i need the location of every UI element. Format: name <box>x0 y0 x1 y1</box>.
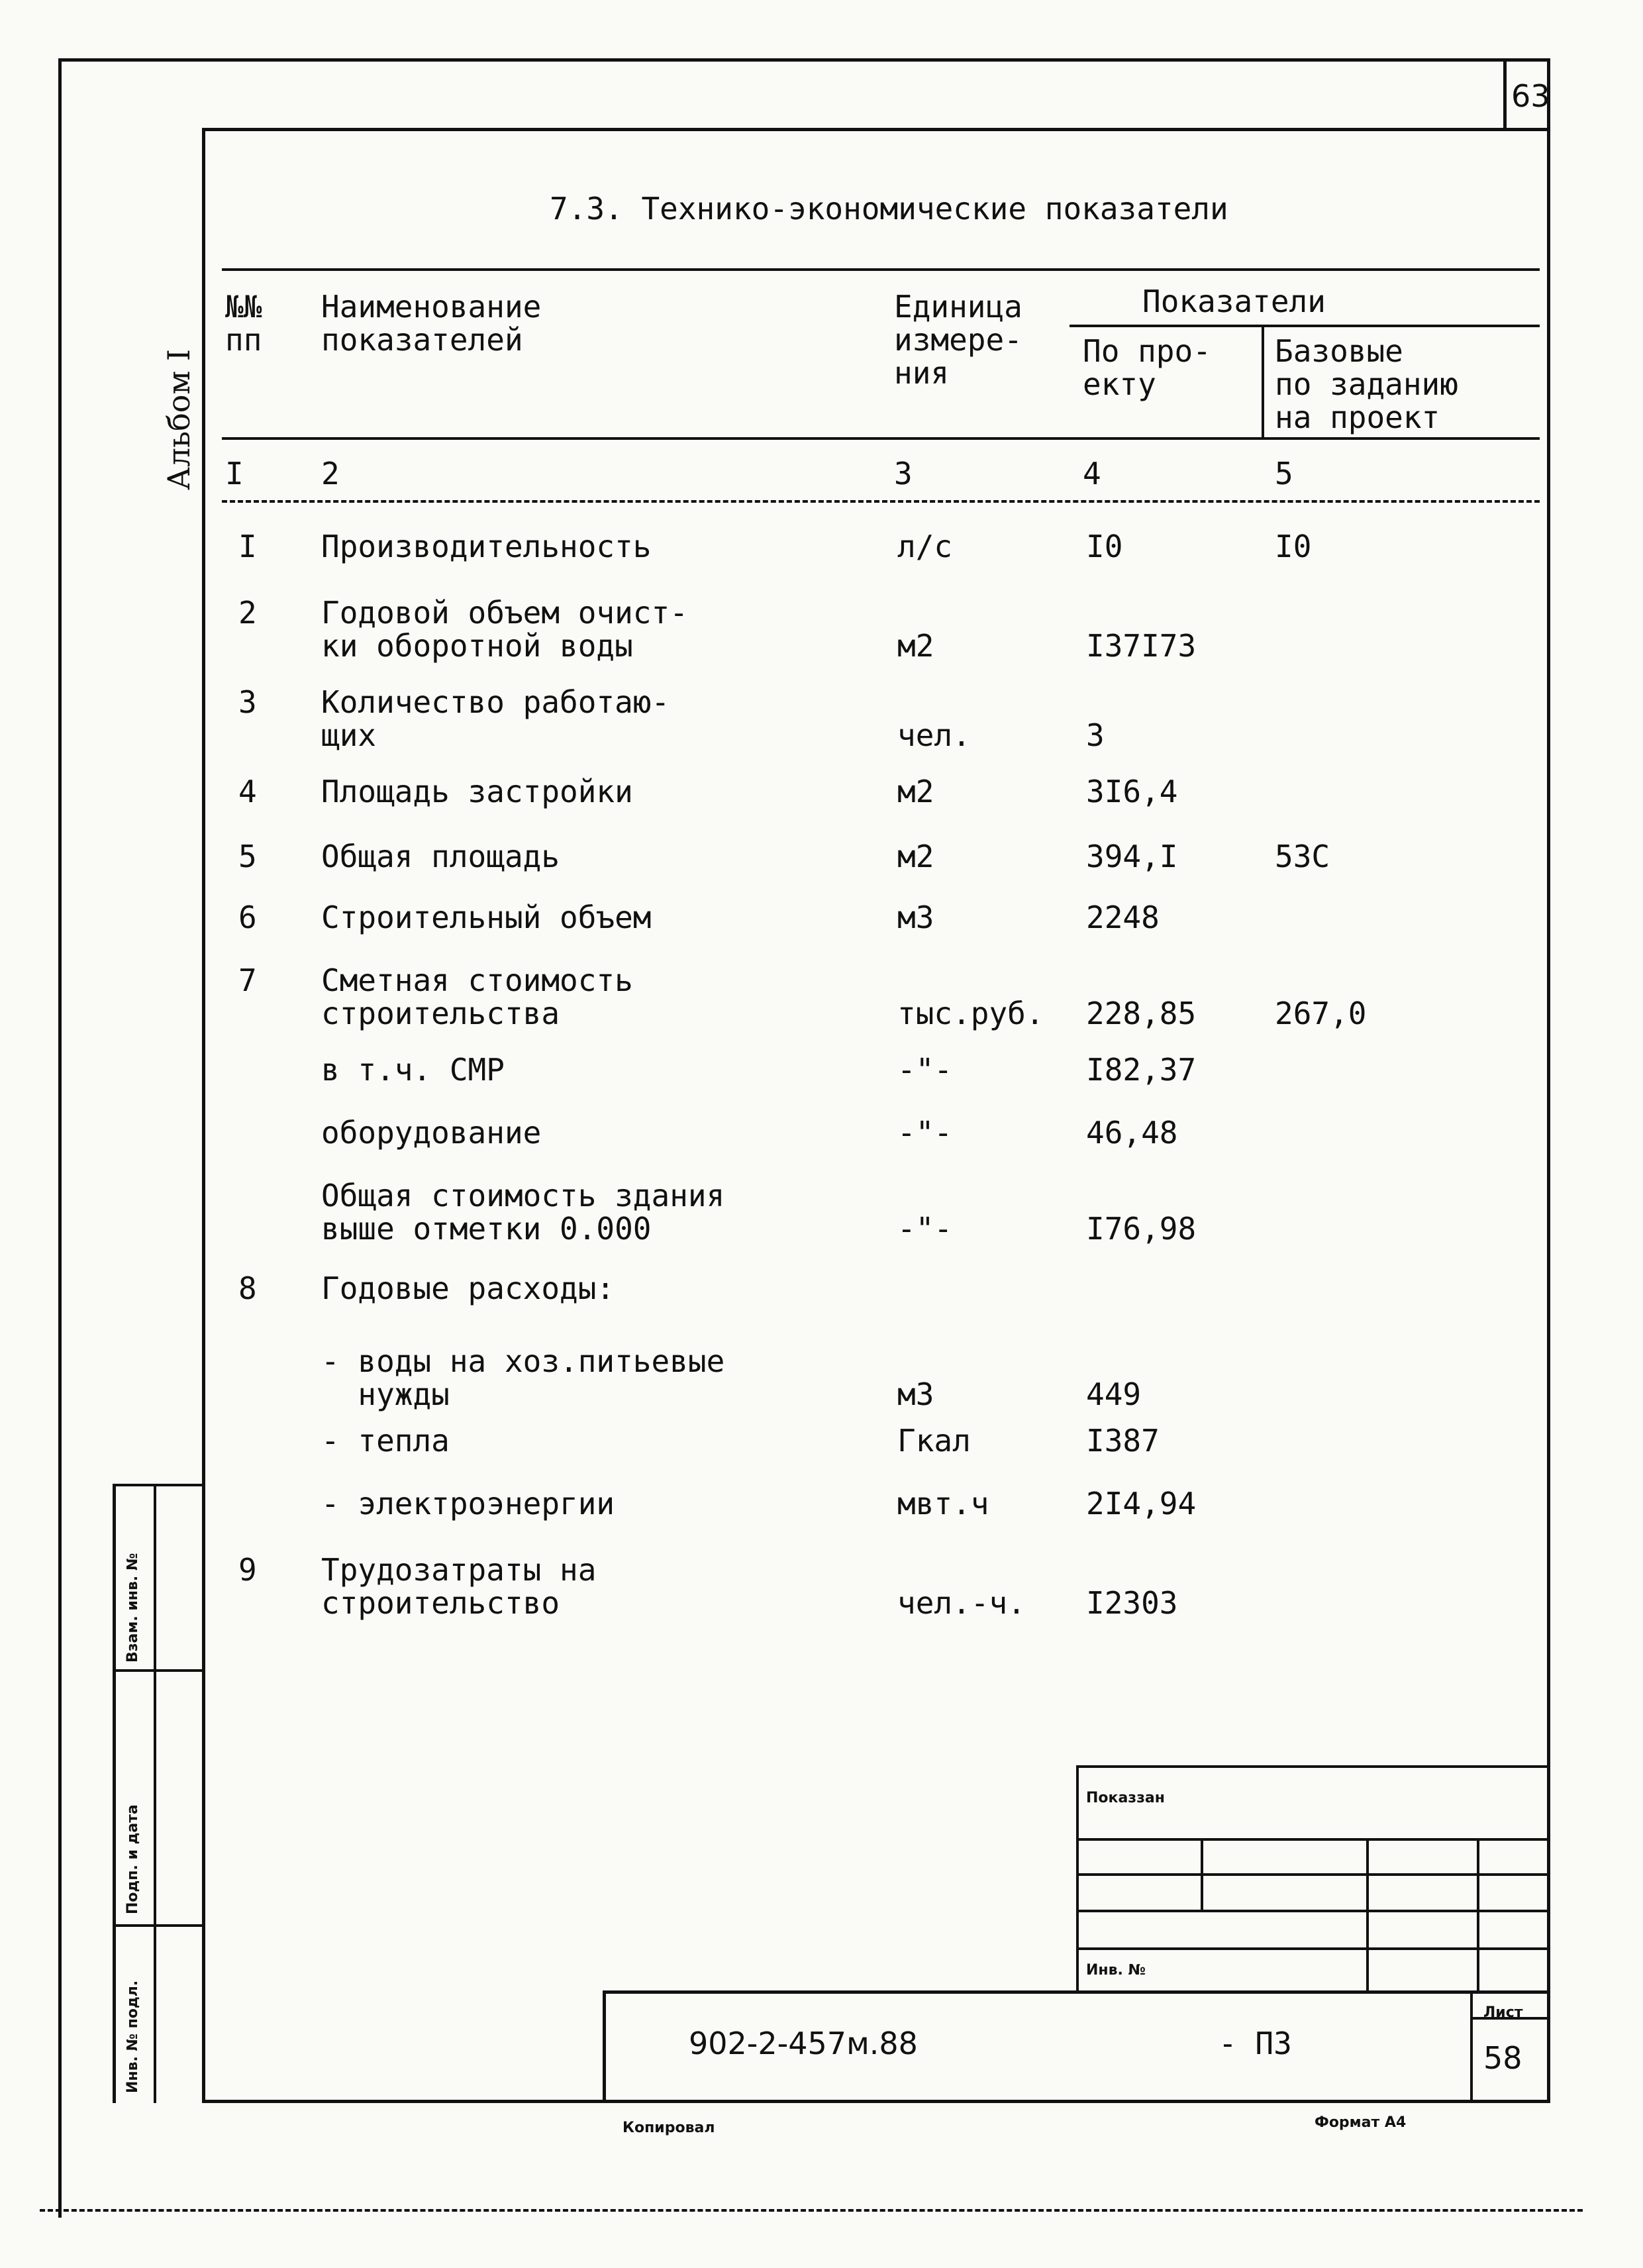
header-name: Наименование показателей <box>321 289 542 358</box>
outer-frame-top <box>58 58 1548 62</box>
row-8-unit: -"- <box>897 1052 953 1088</box>
row-5-base: 53С <box>1275 839 1330 874</box>
row-4-num: 4 <box>238 774 257 809</box>
colnum-4: 4 <box>1083 456 1101 491</box>
album-label: Альбом I <box>161 348 197 490</box>
inner-frame-right <box>1547 128 1550 2102</box>
row-2-unit: м2 <box>897 628 934 664</box>
row-14-unit: мвт.ч <box>897 1486 989 1521</box>
row-1-unit: л/с <box>897 529 953 564</box>
row-12-name: - воды на хоз.питьевые нужды <box>321 1343 725 1412</box>
row-1-base: I0 <box>1275 529 1312 564</box>
row-2-project: I37I73 <box>1086 628 1197 664</box>
side-stamp-top <box>113 1484 204 1486</box>
row-10-unit: -"- <box>897 1211 953 1247</box>
stamp-shown: Показзан <box>1086 1790 1165 1806</box>
row-1-project: I0 <box>1086 529 1123 564</box>
row-6-name: Строительный объем <box>321 900 652 935</box>
page-title: 7.3. Технико-экономические показатели <box>550 191 1228 227</box>
stamp-grid-left <box>1076 1765 1079 1994</box>
row-3-name: Количество работаю- щих <box>321 684 670 753</box>
sheet-number: 58 <box>1483 2040 1522 2076</box>
row-2-num: 2 <box>238 595 257 631</box>
row-15-name: Трудозатраты на строительство <box>321 1552 597 1621</box>
side-stamp-div1 <box>113 1669 204 1672</box>
row-7-num: 7 <box>238 962 257 998</box>
title-block-top <box>603 1990 1550 1994</box>
footer-copied: Копировал <box>622 2120 715 2136</box>
stamp-grid-top <box>1076 1765 1550 1768</box>
side-stamp-mid <box>154 1484 156 2103</box>
project-col-divider <box>1262 325 1264 437</box>
row-7-project: 228,85 <box>1086 996 1197 1031</box>
row-3-unit: чел. <box>897 717 971 753</box>
page-number: 63 <box>1511 78 1550 114</box>
document-type: - ПЗ <box>1219 2026 1292 2061</box>
colnum-1: I <box>225 456 244 491</box>
row-6-num: 6 <box>238 900 257 935</box>
row-6-project: 2248 <box>1086 900 1160 935</box>
row-1-num: I <box>238 529 257 564</box>
row-11-num: 8 <box>238 1270 257 1306</box>
row-12-project: 449 <box>1086 1376 1142 1412</box>
row-8-name: в т.ч. СМР <box>321 1052 505 1088</box>
row-9-unit: -"- <box>897 1115 953 1151</box>
inner-frame-top <box>202 128 1550 131</box>
indicators-rule <box>1070 325 1540 327</box>
header-num: №№ пп <box>225 289 262 358</box>
trim-line <box>40 2209 1583 2212</box>
inner-frame-bottom <box>202 2100 1550 2103</box>
row-8-project: I82,37 <box>1086 1052 1197 1088</box>
page-number-box-left <box>1503 58 1507 128</box>
colnum-bottom-rule <box>222 500 1540 503</box>
row-12-unit: м3 <box>897 1376 934 1412</box>
inner-frame-left <box>202 128 205 2102</box>
row-13-unit: Гкал <box>897 1423 971 1459</box>
header-project: По про- екту <box>1083 333 1211 402</box>
row-5-unit: м2 <box>897 839 934 874</box>
row-9-name: оборудование <box>321 1115 542 1151</box>
table-top-rule <box>222 268 1540 271</box>
header-unit: Единица измере- ния <box>894 289 1022 391</box>
row-13-name: - тепла <box>321 1423 450 1459</box>
side-stamp-left <box>113 1484 116 2103</box>
footer-format: Формат А4 <box>1315 2114 1407 2131</box>
header-indicators: Показатели <box>1142 284 1326 319</box>
document-code: 902-2-457м.88 <box>689 2026 918 2061</box>
row-5-num: 5 <box>238 839 257 874</box>
row-3-num: 3 <box>238 684 257 720</box>
row-10-project: I76,98 <box>1086 1211 1197 1247</box>
stamp-grid-col2 <box>1366 1838 1369 1994</box>
row-7-unit: тыс.руб. <box>897 996 1044 1031</box>
stamp-grid-col1 <box>1201 1838 1203 1911</box>
row-4-project: 3I6,4 <box>1086 774 1178 809</box>
colnum-5: 5 <box>1275 456 1293 491</box>
row-4-name: Площадь застройки <box>321 774 633 809</box>
row-15-num: 9 <box>238 1552 257 1588</box>
row-5-project: 394,I <box>1086 839 1178 874</box>
row-15-project: I2303 <box>1086 1585 1178 1621</box>
row-5-name: Общая площадь <box>321 839 560 874</box>
title-block-sheet-divider <box>1470 1990 1473 2103</box>
row-14-name: - электроэнергии <box>321 1486 615 1521</box>
row-14-project: 2I4,94 <box>1086 1486 1197 1521</box>
header-bottom-rule <box>222 437 1540 440</box>
row-4-unit: м2 <box>897 774 934 809</box>
row-3-project: 3 <box>1086 717 1105 753</box>
row-6-unit: м3 <box>897 900 934 935</box>
header-base: Базовые по заданию на проект <box>1275 333 1458 435</box>
row-11-name: Годовые расходы: <box>321 1270 615 1306</box>
row-10-name: Общая стоимость здания выше отметки 0.000 <box>321 1178 725 1247</box>
side-stamp-signature: Подп. и дата <box>124 1804 141 1914</box>
row-7-base: 267,0 <box>1275 996 1367 1031</box>
row-15-unit: чел.-ч. <box>897 1585 1026 1621</box>
row-7-name: Сметная стоимость строительства <box>321 962 633 1031</box>
title-block-left <box>603 1990 606 2103</box>
colnum-2: 2 <box>321 456 340 491</box>
stamp-grid-col3 <box>1477 1838 1479 1994</box>
side-stamp-replaced: Взам. инв. № <box>124 1553 141 1663</box>
row-13-project: I387 <box>1086 1423 1160 1459</box>
row-2-name: Годовой объем очист- ки оборотной воды <box>321 595 688 664</box>
row-1-name: Производительность <box>321 529 652 564</box>
side-stamp-inv: Инв. № подл. <box>124 1980 141 2093</box>
side-stamp-div2 <box>113 1924 204 1927</box>
stamp-inv: Инв. № <box>1086 1962 1146 1979</box>
outer-frame-left <box>58 58 62 2218</box>
sheet-label: Лист <box>1483 2004 1523 2021</box>
colnum-3: 3 <box>894 456 913 491</box>
row-9-project: 46,48 <box>1086 1115 1178 1151</box>
